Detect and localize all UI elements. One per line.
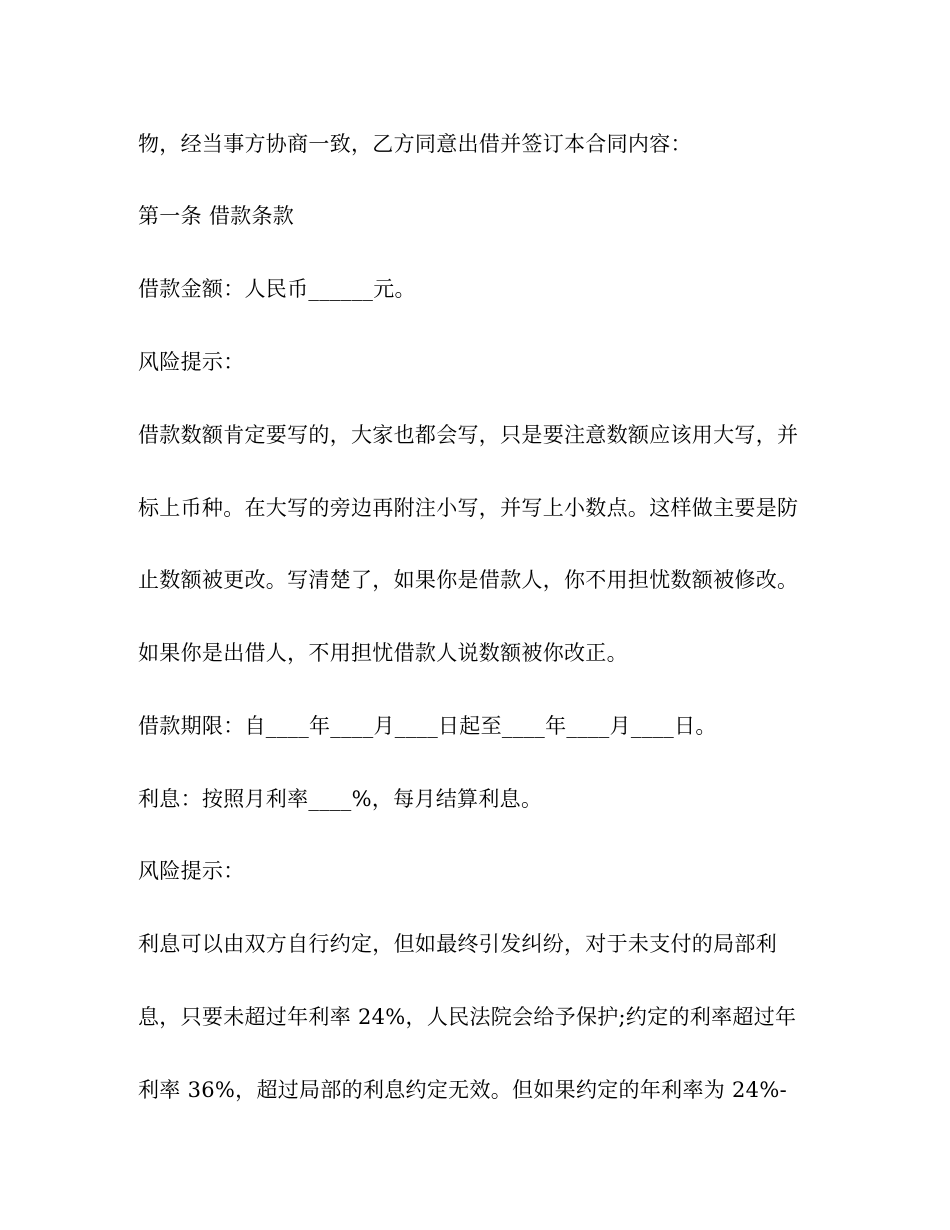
- risk-heading-1: 风险提示：: [138, 350, 245, 374]
- body-line-loan-term: 借款期限：自____年____月____日起至____年____月____日。: [138, 714, 717, 738]
- body-line-6: 标上币种。在大写的旁边再附注小写，并写上小数点。这样做主要是防: [138, 496, 799, 520]
- body-line-12: 利息可以由双方自行约定，但如最终引发纠纷，对于未支付的局部利: [138, 932, 777, 956]
- risk-heading-2: 风险提示：: [138, 859, 245, 883]
- body-line-interest: 利息：按照月利率____%，每月结算利息。: [138, 787, 543, 811]
- section-heading: 第一条 借款条款: [138, 204, 295, 228]
- body-line-loan-amount: 借款金额：人民币______元。: [138, 277, 416, 301]
- body-line-5: 借款数额肯定要写的，大家也都会写，只是要注意数额应该用大写，并: [138, 423, 799, 447]
- body-line-14: 利率 36%，超过局部的利息约定无效。但如果约定的年利率为 24%-: [138, 1078, 787, 1102]
- body-line-1: 物，经当事方协商一致，乙方同意出借并签订本合同内容：: [138, 132, 692, 156]
- body-line-8: 如果你是出借人，不用担忧借款人说数额被你改正。: [138, 641, 628, 665]
- body-line-13: 息，只要未超过年利率 24%，人民法院会给予保护;约定的利率超过年: [138, 1005, 797, 1029]
- body-line-7: 止数额被更改。写清楚了，如果你是借款人，你不用担忧数额被修改。: [138, 568, 799, 592]
